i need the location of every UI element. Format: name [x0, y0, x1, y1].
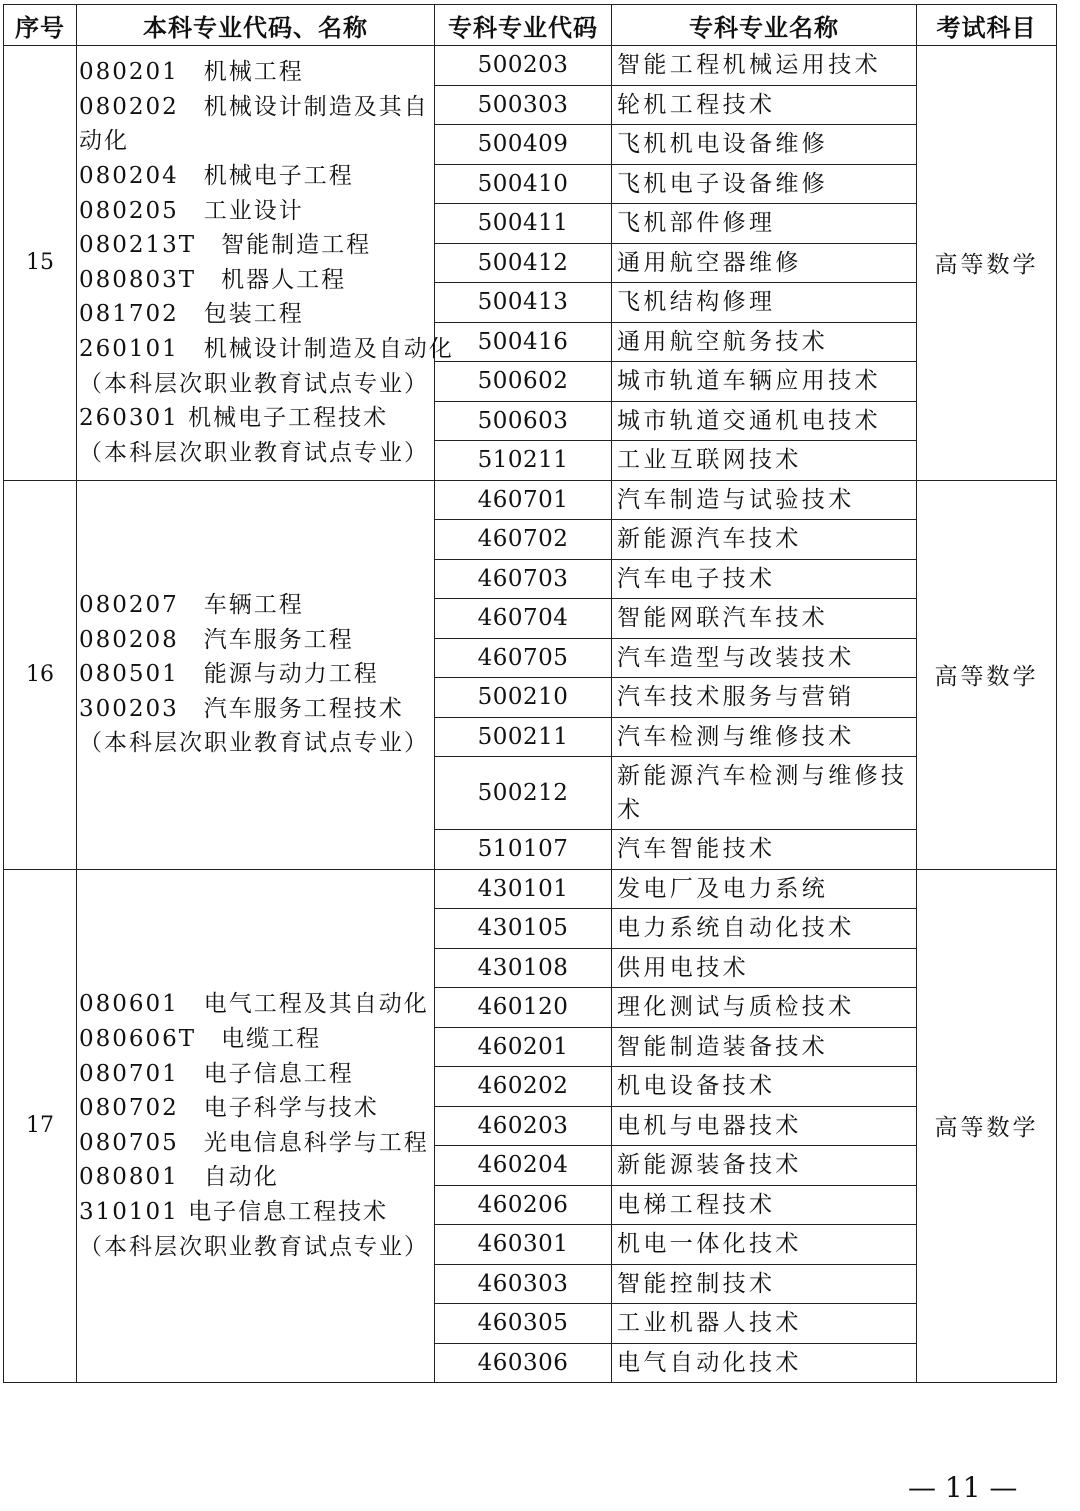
exam-cell: 高等数学 [917, 46, 1057, 481]
zhuanke-code-cell: 500413 [435, 283, 612, 323]
header-seq: 序号 [4, 5, 77, 46]
benke-line: 260101 机械设计制造及自动化 [79, 335, 454, 362]
table-header-row [4, 5, 1057, 46]
zhuanke-name-cell: 智能工程机械运用技术 [612, 46, 917, 86]
benke-line: 动化 [79, 128, 129, 155]
zhuanke-name-cell: 汽车制造与试验技术 [612, 480, 917, 520]
zhuanke-name-cell: 智能网联汽车技术 [612, 599, 917, 639]
benke-line: 080701 电子信息工程 [79, 1060, 354, 1087]
zhuanke-name-cell: 汽车造型与改装技术 [612, 638, 917, 678]
benke-line: 080702 电子科学与技术 [79, 1095, 379, 1122]
seq-cell: 16 [4, 480, 77, 869]
zhuanke-code-cell: 500410 [435, 164, 612, 204]
zhuanke-name-cell: 新能源汽车检测与维修技术 [612, 757, 917, 830]
seq-cell: 15 [4, 46, 77, 481]
zhuanke-name-cell: 智能控制技术 [612, 1264, 917, 1304]
exam-cell: 高等数学 [917, 480, 1057, 869]
zhuanke-code-cell: 500203 [435, 46, 612, 86]
zhuanke-code-cell: 460203 [435, 1106, 612, 1146]
zhuanke-name-cell: 发电厂及电力系统 [612, 869, 917, 909]
benke-line: 080803T 机器人工程 [79, 266, 347, 293]
benke-line: 080201 机械工程 [79, 59, 304, 86]
zhuanke-name-cell: 飞机部件修理 [612, 204, 917, 244]
table-row [4, 869, 1057, 909]
zhuanke-name-cell: 城市轨道交通机电技术 [612, 401, 917, 441]
zhuanke-code-cell: 460303 [435, 1264, 612, 1304]
zhuanke-name-cell: 电梯工程技术 [612, 1185, 917, 1225]
zhuanke-code-cell: 460202 [435, 1067, 612, 1107]
zhuanke-code-cell: 500212 [435, 757, 612, 830]
benke-line: 080705 光电信息科学与工程 [79, 1129, 429, 1156]
zhuanke-code-cell: 460301 [435, 1225, 612, 1265]
zhuanke-name-cell: 电气自动化技术 [612, 1343, 917, 1383]
zhuanke-name-cell: 工业机器人技术 [612, 1304, 917, 1344]
benke-line: 080208 汽车服务工程 [79, 626, 354, 653]
zhuanke-name-cell: 电机与电器技术 [612, 1106, 917, 1146]
zhuanke-code-cell: 430105 [435, 909, 612, 949]
zhuanke-code-cell: 460704 [435, 599, 612, 639]
zhuanke-code-cell: 460201 [435, 1027, 612, 1067]
zhuanke-name-cell: 汽车检测与维修技术 [612, 717, 917, 757]
zhuanke-code-cell: 500210 [435, 678, 612, 718]
benke-line: 080207 车辆工程 [79, 592, 304, 619]
zhuanke-code-cell: 510211 [435, 441, 612, 481]
zhuanke-name-cell: 通用航空器维修 [612, 243, 917, 283]
header-zhuanke-name: 专科专业名称 [612, 5, 917, 46]
benke-line: （本科层次职业教育试点专业） [79, 439, 429, 466]
zhuanke-name-cell: 电力系统自动化技术 [612, 909, 917, 949]
zhuanke-code-cell: 500412 [435, 243, 612, 283]
zhuanke-code-cell: 500303 [435, 85, 612, 125]
zhuanke-name-cell: 机电设备技术 [612, 1067, 917, 1107]
exam-cell: 高等数学 [917, 869, 1057, 1383]
zhuanke-code-cell: 460306 [435, 1343, 612, 1383]
benke-line: 080204 机械电子工程 [79, 162, 354, 189]
zhuanke-code-cell: 460120 [435, 988, 612, 1028]
zhuanke-name-cell: 新能源装备技术 [612, 1146, 917, 1186]
header-benke: 本科专业代码、名称 [77, 5, 435, 46]
zhuanke-code-cell: 430101 [435, 869, 612, 909]
table-row [4, 480, 1057, 520]
benke-line: 310101 电子信息工程技术 [79, 1198, 389, 1225]
zhuanke-name-cell: 工业互联网技术 [612, 441, 917, 481]
zhuanke-name-cell: 飞机机电设备维修 [612, 125, 917, 165]
zhuanke-code-cell: 500411 [435, 204, 612, 244]
benke-cell [77, 46, 454, 481]
zhuanke-name-cell: 供用电技术 [612, 948, 917, 988]
zhuanke-code-cell: 500409 [435, 125, 612, 165]
benke-line: 080202 机械设计制造及其自 [79, 93, 429, 120]
zhuanke-code-cell: 460703 [435, 559, 612, 599]
benke-line: 300203 汽车服务工程技术 [79, 695, 404, 722]
zhuanke-name-cell: 飞机电子设备维修 [612, 164, 917, 204]
benke-line: 080205 工业设计 [79, 197, 304, 224]
benke-line: 081702 包装工程 [79, 301, 304, 328]
zhuanke-name-cell: 城市轨道车辆应用技术 [612, 362, 917, 402]
benke-line: 080501 能源与动力工程 [79, 661, 379, 688]
zhuanke-name-cell: 汽车电子技术 [612, 559, 917, 599]
benke-line: （本科层次职业教育试点专业） [79, 1233, 429, 1260]
zhuanke-code-cell: 460701 [435, 480, 612, 520]
zhuanke-code-cell: 430108 [435, 948, 612, 988]
zhuanke-code-cell: 460206 [435, 1185, 612, 1225]
table-row [4, 46, 1057, 86]
zhuanke-code-cell: 500211 [435, 717, 612, 757]
zhuanke-code-cell: 500416 [435, 322, 612, 362]
zhuanke-name-cell: 理化测试与质检技术 [612, 988, 917, 1028]
zhuanke-code-cell: 460702 [435, 520, 612, 560]
benke-line: 080213T 智能制造工程 [79, 232, 372, 259]
header-exam: 考试科目 [917, 5, 1057, 46]
zhuanke-code-cell: 460705 [435, 638, 612, 678]
zhuanke-name-cell: 汽车智能技术 [612, 830, 917, 870]
zhuanke-code-cell: 500602 [435, 362, 612, 402]
seq-cell: 17 [4, 869, 77, 1383]
benke-line: （本科层次职业教育试点专业） [79, 370, 429, 397]
table-body [4, 46, 1057, 1383]
zhuanke-name-cell: 飞机结构修理 [612, 283, 917, 323]
zhuanke-code-cell: 510107 [435, 830, 612, 870]
zhuanke-name-cell: 新能源汽车技术 [612, 520, 917, 560]
majors-table [3, 4, 1057, 1383]
benke-line: 260301 机械电子工程技术 [79, 405, 389, 432]
zhuanke-code-cell: 500603 [435, 401, 612, 441]
benke-cell [77, 480, 435, 869]
zhuanke-name-cell: 汽车技术服务与营销 [612, 678, 917, 718]
zhuanke-name-cell: 机电一体化技术 [612, 1225, 917, 1265]
zhuanke-code-cell: 460305 [435, 1304, 612, 1344]
zhuanke-name-cell: 智能制造装备技术 [612, 1027, 917, 1067]
zhuanke-code-cell: 460204 [435, 1146, 612, 1186]
benke-line: （本科层次职业教育试点专业） [79, 730, 429, 757]
benke-line: 080606T 电缆工程 [79, 1025, 322, 1052]
benke-cell [77, 869, 435, 1383]
header-zhuanke-code: 专科专业代码 [435, 5, 612, 46]
benke-line: 080801 自动化 [79, 1164, 279, 1191]
benke-line: 080601 电气工程及其自动化 [79, 991, 429, 1018]
zhuanke-name-cell: 通用航空航务技术 [612, 322, 917, 362]
page-number: — 11 — [908, 1471, 1018, 1504]
zhuanke-name-cell: 轮机工程技术 [612, 85, 917, 125]
